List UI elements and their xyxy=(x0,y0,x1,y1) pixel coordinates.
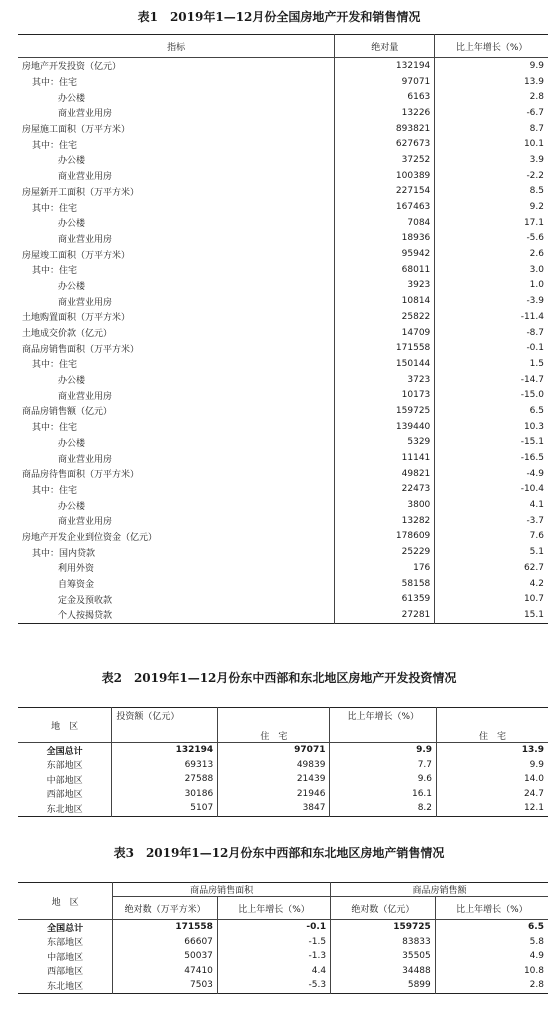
region: 东北地区 xyxy=(47,981,84,992)
row-growth: 13.9 xyxy=(523,76,544,87)
row-value: 58158 xyxy=(335,576,435,592)
row-label: 房屋竣工面积（万平方米） xyxy=(22,250,131,261)
sales: 5899 xyxy=(331,978,436,993)
t3-header-sales: 商品房销售额 xyxy=(331,883,548,897)
row-label: 商品房待售面积（万平方米） xyxy=(22,470,140,481)
row-label: 房地产开发企业到位资金（亿元） xyxy=(22,532,158,543)
invest: 27588 xyxy=(112,772,218,787)
row-value: 95942 xyxy=(335,246,435,262)
row-growth: 2.6 xyxy=(529,249,544,260)
row-growth: 3.0 xyxy=(529,264,544,275)
row-growth: 10.1 xyxy=(523,139,544,150)
row-value: 68011 xyxy=(335,262,435,278)
row-value: 100389 xyxy=(335,168,435,184)
t2-header-growth-res: 住 宅 xyxy=(437,708,548,743)
row-growth: -8.7 xyxy=(526,327,544,338)
row-value: 7084 xyxy=(335,215,435,231)
table1-row xyxy=(18,184,548,200)
region: 中部地区 xyxy=(47,952,84,963)
invest: 132194 xyxy=(112,743,218,758)
sales: 35505 xyxy=(331,949,436,964)
row-value: 178609 xyxy=(335,529,435,545)
row-label: 办公楼 xyxy=(58,438,86,449)
row-value: 132194 xyxy=(335,58,435,74)
table1-row xyxy=(18,482,548,498)
t3-sub-area-abs: 绝对数（万平方米） xyxy=(113,897,218,920)
header-absolute: 绝对量 xyxy=(335,35,435,58)
t3-sub-sales-abs: 绝对数（亿元） xyxy=(331,897,436,920)
table1-title: 表1 2019年1—12月份全国房地产开发和销售情况 xyxy=(137,10,421,24)
table1-row xyxy=(18,215,548,231)
row-value: 27281 xyxy=(335,607,435,623)
row-growth: 4.1 xyxy=(529,500,544,511)
row-label: 自筹资金 xyxy=(58,580,95,591)
row-growth: 8.7 xyxy=(529,123,544,134)
row-growth: -4.9 xyxy=(526,468,544,479)
row-value: 49821 xyxy=(335,466,435,482)
table1-row xyxy=(18,497,548,513)
invest-residential: 21946 xyxy=(218,787,330,802)
table1-row xyxy=(18,529,548,545)
row-growth: 15.1 xyxy=(523,609,544,620)
sales-growth: 6.5 xyxy=(435,920,548,935)
sales: 83833 xyxy=(331,935,436,950)
row-label: 商品房销售面积（万平方米） xyxy=(22,344,140,355)
header-indicator: 指标 xyxy=(18,35,335,58)
table1-row xyxy=(18,435,548,451)
table3-row xyxy=(18,978,548,993)
table1-row xyxy=(18,607,548,623)
row-growth: 17.1 xyxy=(523,217,544,228)
table1-row xyxy=(18,136,548,152)
row-label: 土地成交价款（亿元） xyxy=(22,329,113,340)
row-growth: 10.3 xyxy=(523,421,544,432)
region: 全国总计 xyxy=(18,743,112,758)
area-growth: 4.4 xyxy=(217,964,330,979)
table1-row xyxy=(18,89,548,105)
table1-row xyxy=(18,387,548,403)
row-label: 商业营业用房 xyxy=(58,297,113,308)
t2-header-growth: 比上年增长（%） xyxy=(330,708,437,724)
table1-row xyxy=(18,466,548,482)
row-growth: -15.1 xyxy=(520,437,544,448)
row-value: 13226 xyxy=(335,105,435,121)
table3-title: 表3 2019年1—12月份东中西部和东北地区房地产销售情况 xyxy=(113,846,445,860)
row-value: 18936 xyxy=(335,231,435,247)
row-value: 22473 xyxy=(335,482,435,498)
growth-residential: 13.9 xyxy=(437,743,548,758)
table1-row xyxy=(18,356,548,372)
table1-row xyxy=(18,372,548,388)
t3-sub-sales-growth: 比上年增长（%） xyxy=(435,897,548,920)
row-value: 10173 xyxy=(335,387,435,403)
row-growth: 7.6 xyxy=(529,531,544,542)
row-growth: 3.9 xyxy=(529,154,544,165)
area: 47410 xyxy=(113,964,218,979)
region: 东部地区 xyxy=(47,938,84,949)
row-label: 个人按揭贷款 xyxy=(58,611,113,622)
row-label: 其中：住宅 xyxy=(32,266,78,277)
row-label: 其中：住宅 xyxy=(32,203,78,214)
row-label: 办公楼 xyxy=(58,501,86,512)
table1-row xyxy=(18,419,548,435)
row-growth: 6.5 xyxy=(529,405,544,416)
row-growth: 9.2 xyxy=(529,202,544,213)
row-label: 商业营业用房 xyxy=(58,454,113,465)
invest-residential: 3847 xyxy=(218,801,330,816)
t3-header-area: 商品房销售面积 xyxy=(113,883,331,897)
row-growth: 4.2 xyxy=(529,578,544,589)
row-growth: -3.7 xyxy=(526,515,544,526)
table1-row xyxy=(18,591,548,607)
t2-header-region: 地 区 xyxy=(18,708,112,743)
row-value: 5329 xyxy=(335,435,435,451)
invest: 69313 xyxy=(112,758,218,773)
row-growth: 2.8 xyxy=(529,92,544,103)
growth: 9.9 xyxy=(330,743,437,758)
sales-growth: 4.9 xyxy=(435,949,548,964)
table2-row xyxy=(18,772,548,787)
area-growth: -5.3 xyxy=(217,978,330,993)
row-growth: -2.2 xyxy=(526,170,544,181)
area: 50037 xyxy=(113,949,218,964)
sales-growth: 2.8 xyxy=(435,978,548,993)
table1-row xyxy=(18,262,548,278)
row-label: 商品房销售额（亿元） xyxy=(22,407,113,418)
area-growth: -1.3 xyxy=(217,949,330,964)
growth: 7.7 xyxy=(330,758,437,773)
row-value: 13282 xyxy=(335,513,435,529)
row-growth: 1.5 xyxy=(529,358,544,369)
row-value: 150144 xyxy=(335,356,435,372)
growth-residential: 12.1 xyxy=(437,801,548,816)
row-label: 其中：住宅 xyxy=(32,140,78,151)
row-value: 11141 xyxy=(335,450,435,466)
area: 7503 xyxy=(113,978,218,993)
row-value: 3723 xyxy=(335,372,435,388)
table1-row xyxy=(18,168,548,184)
t3-sub-area-growth: 比上年增长（%） xyxy=(217,897,330,920)
row-value: 25822 xyxy=(335,309,435,325)
invest-residential: 21439 xyxy=(218,772,330,787)
row-value: 97071 xyxy=(335,74,435,90)
row-value: 227154 xyxy=(335,184,435,200)
sales-growth: 5.8 xyxy=(435,935,548,950)
table1-row xyxy=(18,58,548,74)
table3 xyxy=(18,882,548,994)
row-label: 办公楼 xyxy=(58,281,86,292)
sales: 34488 xyxy=(331,964,436,979)
row-value: 893821 xyxy=(335,121,435,137)
table2-row xyxy=(18,743,548,758)
row-label: 土地购置面积（万平方米） xyxy=(22,313,131,324)
table2 xyxy=(18,707,548,817)
table1-row xyxy=(18,513,548,529)
row-label: 办公楼 xyxy=(58,93,86,104)
table1-row xyxy=(18,246,548,262)
row-label: 其中：住宅 xyxy=(32,485,78,496)
row-label: 办公楼 xyxy=(58,219,86,230)
row-growth: -3.9 xyxy=(526,296,544,307)
row-value: 139440 xyxy=(335,419,435,435)
row-label: 其中：国内贷款 xyxy=(32,548,96,559)
invest: 30186 xyxy=(112,787,218,802)
table1-row xyxy=(18,105,548,121)
table1-row xyxy=(18,560,548,576)
sales-growth: 10.8 xyxy=(435,964,548,979)
row-label: 房地产开发投资（亿元） xyxy=(22,62,122,73)
region: 全国总计 xyxy=(18,920,113,935)
row-label: 商业营业用房 xyxy=(58,391,113,402)
row-label: 房屋施工面积（万平方米） xyxy=(22,125,131,136)
table1-header-row xyxy=(18,35,548,58)
row-growth: -15.0 xyxy=(520,390,544,401)
row-growth: 9.9 xyxy=(529,60,544,71)
invest-residential: 97071 xyxy=(218,743,330,758)
region: 东北地区 xyxy=(46,804,83,815)
table2-row xyxy=(18,758,548,773)
table1-row xyxy=(18,293,548,309)
table2-row xyxy=(18,787,548,802)
table1-row xyxy=(18,152,548,168)
row-growth: -0.1 xyxy=(526,343,544,354)
row-growth: -11.4 xyxy=(520,311,544,322)
t2-header-invest-res: 住 宅 xyxy=(218,708,330,743)
row-label: 办公楼 xyxy=(58,376,86,387)
row-growth: -16.5 xyxy=(520,453,544,464)
row-value: 61359 xyxy=(335,591,435,607)
table1-row xyxy=(18,576,548,592)
row-value: 10814 xyxy=(335,293,435,309)
row-label: 其中：住宅 xyxy=(32,78,78,89)
growth-residential: 24.7 xyxy=(437,787,548,802)
table1-row xyxy=(18,231,548,247)
invest: 5107 xyxy=(112,801,218,816)
row-value: 6163 xyxy=(335,89,435,105)
table1-row xyxy=(18,121,548,137)
row-growth: -5.6 xyxy=(526,233,544,244)
row-value: 627673 xyxy=(335,136,435,152)
sales: 159725 xyxy=(331,920,436,935)
row-label: 商业营业用房 xyxy=(58,517,113,528)
region: 东部地区 xyxy=(46,761,83,772)
growth-residential: 9.9 xyxy=(437,758,548,773)
table2-row xyxy=(18,801,548,816)
row-growth: 5.1 xyxy=(529,547,544,558)
row-growth: 1.0 xyxy=(529,280,544,291)
table3-row xyxy=(18,935,548,950)
area-growth: -1.5 xyxy=(217,935,330,950)
table3-row xyxy=(18,920,548,935)
header-growth: 比上年增长（%） xyxy=(435,35,548,58)
row-value: 167463 xyxy=(335,199,435,215)
row-label: 商业营业用房 xyxy=(58,234,113,245)
row-label: 房屋新开工面积（万平方米） xyxy=(22,187,140,198)
row-growth: 8.5 xyxy=(529,186,544,197)
table3-row xyxy=(18,964,548,979)
area: 171558 xyxy=(113,920,218,935)
table1-row xyxy=(18,544,548,560)
table3-row xyxy=(18,949,548,964)
table1-row xyxy=(18,325,548,341)
row-growth: -6.7 xyxy=(526,107,544,118)
row-value: 37252 xyxy=(335,152,435,168)
row-growth: -14.7 xyxy=(520,374,544,385)
row-value: 25229 xyxy=(335,544,435,560)
table1-row xyxy=(18,278,548,294)
area: 66607 xyxy=(113,935,218,950)
row-label: 定金及预收款 xyxy=(58,595,113,606)
region: 西部地区 xyxy=(46,790,83,801)
growth-residential: 14.0 xyxy=(437,772,548,787)
table1-row xyxy=(18,340,548,356)
table1-row xyxy=(18,403,548,419)
region: 西部地区 xyxy=(47,967,84,978)
growth: 9.6 xyxy=(330,772,437,787)
row-label: 其中：住宅 xyxy=(32,360,78,371)
row-label: 商业营业用房 xyxy=(58,172,113,183)
table1 xyxy=(18,34,548,624)
table2-title: 表2 2019年1—12月份东中西部和东北地区房地产开发投资情况 xyxy=(101,671,457,685)
row-growth: -10.4 xyxy=(520,484,544,495)
row-growth: 10.7 xyxy=(523,594,544,605)
table1-row xyxy=(18,74,548,90)
row-value: 159725 xyxy=(335,403,435,419)
row-growth: 62.7 xyxy=(523,562,544,573)
row-value: 3800 xyxy=(335,497,435,513)
row-label: 商业营业用房 xyxy=(58,109,113,120)
invest-residential: 49839 xyxy=(218,758,330,773)
row-value: 14709 xyxy=(335,325,435,341)
table1-row xyxy=(18,450,548,466)
t2-header-invest: 投资额（亿元） xyxy=(112,708,218,724)
row-label: 办公楼 xyxy=(58,156,86,167)
row-label: 利用外资 xyxy=(58,564,95,575)
growth: 16.1 xyxy=(330,787,437,802)
row-value: 176 xyxy=(335,560,435,576)
table1-row xyxy=(18,199,548,215)
table1-row xyxy=(18,309,548,325)
row-label: 其中：住宅 xyxy=(32,423,78,434)
row-value: 3923 xyxy=(335,278,435,294)
t3-header-region: 地 区 xyxy=(18,883,113,920)
region: 中部地区 xyxy=(46,775,83,786)
row-value: 171558 xyxy=(335,340,435,356)
growth: 8.2 xyxy=(330,801,437,816)
area-growth: -0.1 xyxy=(217,920,330,935)
